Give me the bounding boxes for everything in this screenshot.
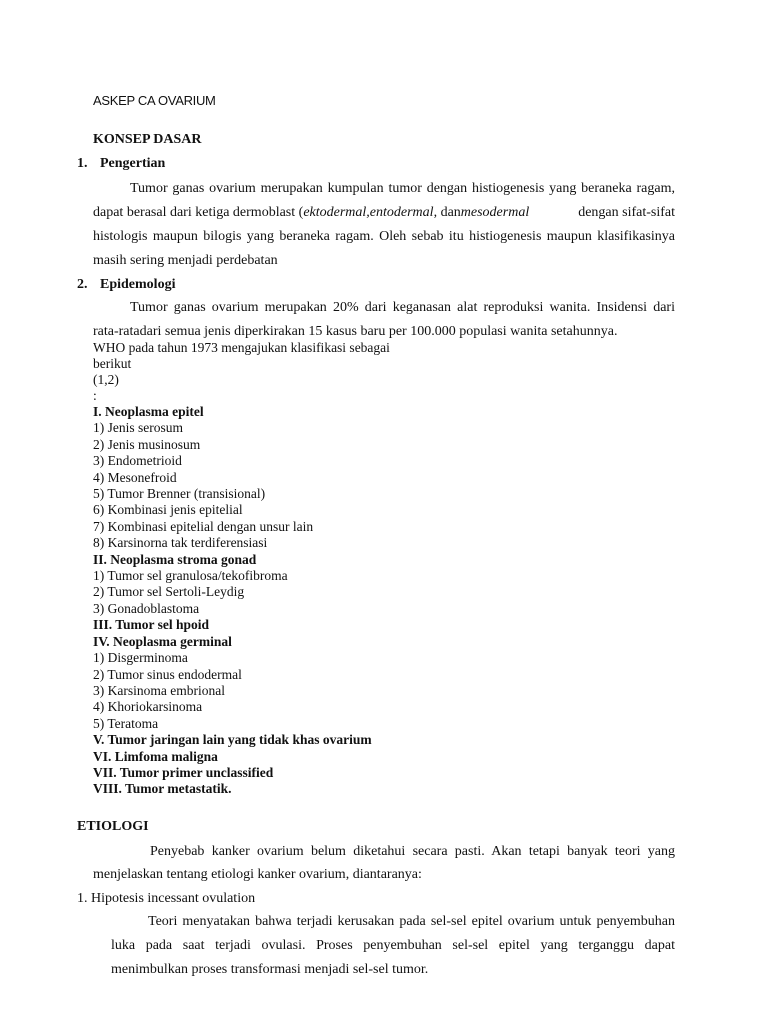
classification-group: VII. Tumor primer unclassified (93, 764, 274, 780)
section-2-line-2: rata-ratadari semua jenis diperkirakan 15 kasus baru per 100.000 populasi wanita setahunnya. (93, 324, 618, 339)
classification-group: III. Tumor sel hpoid (93, 617, 210, 633)
document-title: ASKEP CA OVARIUM (93, 93, 216, 108)
section-1-heading: Pengertian (100, 156, 166, 171)
classification-item: 6) Kombinasi jenis epitelial (93, 502, 243, 518)
classification-item: 7) Kombinasi epitelial dengan unsur lain (93, 518, 314, 534)
classification-item: 2) Jenis musinosum (93, 436, 201, 452)
hypothesis-heading: 1. Hipotesis incessant ovulation (77, 891, 256, 906)
section-2-line-1: Tumor ganas ovarium merupakan 20% dari keganasan alat reproduksi wanita. Insidensi dari (130, 300, 675, 315)
classification-item: 1) Tumor sel granulosa/tekofibroma (93, 568, 288, 584)
classification-item: 2) Tumor sel Sertoli-Leydig (93, 584, 245, 600)
section-2-number: 2. (77, 277, 88, 292)
who-line: WHO pada tahun 1973 mengajukan klasifikasi sebagai (93, 340, 390, 355)
section-1-line-1: Tumor ganas ovarium merupakan kumpulan tumor dengan histiogenesis yang beraneka ragam, (130, 181, 675, 196)
section-2-heading: Epidemologi (100, 277, 176, 292)
section-1-line-4: masih sering menjadi perdebatan (93, 253, 278, 268)
konsep-dasar-heading: KONSEP DASAR (93, 132, 202, 147)
classification-item: 2) Tumor sinus endodermal (93, 666, 242, 682)
colon-line: : (93, 388, 97, 403)
etiologi-heading: ETIOLOGI (77, 819, 149, 834)
classification-group: VI. Limfoma maligna (93, 748, 218, 764)
classification-item: 5) Tumor Brenner (transisional) (93, 486, 266, 502)
classification-list (93, 404, 372, 798)
section-1-line-2 (93, 205, 675, 221)
classification-item: 8) Karsinorna tak terdiferensiasi (93, 535, 268, 551)
classification-group: VIII. Tumor metastatik. (93, 781, 232, 797)
classification-group: II. Neoplasma stroma gonad (93, 551, 257, 567)
section-1-line-2-end: dengan sifat-sifat (578, 205, 675, 220)
classification-item: 3) Gonadoblastoma (93, 600, 200, 616)
classification-item: 4) Khoriokarsinoma (93, 699, 203, 715)
etiologi-line-2: menjelaskan tentang etiologi kanker ovarium, diantaranya: (93, 867, 422, 882)
hypothesis-line-3: menimbulkan proses transformasi menjadi sel-sel tumor. (111, 962, 429, 977)
classification-item: 4) Mesonefroid (93, 469, 177, 485)
etiologi-line-1: Penyebab kanker ovarium belum diketahui secara pasti. Akan tetapi banyak teori yang (150, 844, 675, 859)
classification-item: 3) Endometrioid (93, 453, 182, 469)
classification-item: 3) Karsinoma embrional (93, 682, 225, 698)
hypothesis-line-2: luka pada saat terjadi ovulasi. Proses penyembuhan sel-sel epitel yang terganggu dapat (111, 938, 675, 953)
classification-item: 5) Teratoma (93, 715, 159, 731)
berikut-line: berikut (93, 356, 132, 371)
classification-item: 1) Disgerminoma (93, 650, 188, 666)
hypothesis-line-1: Teori menyatakan bahwa terjadi kerusakan pada sel-sel epitel ovarium untuk penyembuhan (148, 914, 675, 929)
section-1-line-2-text: dapat berasal dari ketiga dermoblast (ektodermal,entodermal, danmesodermal (93, 205, 530, 220)
section-1-line-3: histologis maupun bilogis yang beraneka ragam. Oleh sebab itu histiogenesis maupun klasifikasinya (93, 229, 675, 244)
reference-line: (1,2) (93, 372, 119, 387)
classification-item: 1) Jenis serosum (93, 420, 183, 436)
section-1-number: 1. (77, 156, 88, 171)
classification-group: IV. Neoplasma germinal (93, 633, 232, 649)
classification-group: I. Neoplasma epitel (93, 404, 204, 419)
classification-group: V. Tumor jaringan lain yang tidak khas ovarium (93, 732, 372, 748)
